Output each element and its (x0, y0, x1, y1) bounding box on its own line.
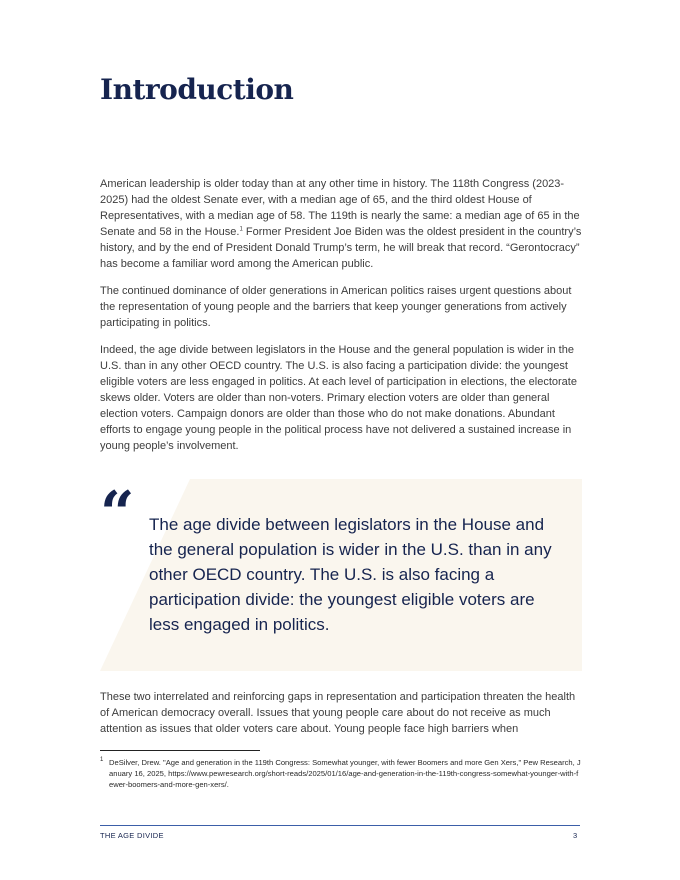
body-paragraph-1 (100, 176, 584, 272)
footnote-text: DeSilver, Drew. "Age and generation in the 119th Congress: Somewhat younger, with fewer Boomers and more Gen Xers," Pew Research, January 16, 2025, https://www.pewresearch.org/short-reads/2025/01/16/age-and-generation-in-the-119th-congress-somewhat-younger-with-fewer-boomers-and-more-gen-xers/. (109, 758, 581, 789)
footer-title: THE AGE DIVIDE (100, 831, 164, 840)
quote-mark-icon: “ (100, 479, 135, 549)
body-paragraph-2: The continued dominance of older generations in American politics raises urgent questions about the representation of young people and the barriers that keep younger generations from actively participating in politics. (100, 285, 572, 329)
footer-divider (100, 825, 580, 826)
body-paragraph-3: Indeed, the age divide between legislators in the House and the general population is wider in the U.S. than in any other OECD country. The U.S. is also facing a participation divide: the youngest eligible voters are less engaged in politics. At each level of participation in elections, the electorate skews older. Voters are older than non-voters. Primary election voters are older than general election voters. Campaign donors are older than those who do not make donations. Abundant efforts to engage young people in the political process have not delivered a sustained increase in young people’s involvement. (100, 344, 577, 452)
paragraph-1-text-b: Former President Joe Biden was the oldest president in the country’s history, and by the end of President Donald Trump’s term, he will break that record. “Gerontocracy” has become a familiar word among the American public. (100, 226, 582, 270)
paragraph-1-text-a: American leadership is older today than at any other time in history. The 118th Congress (2023-2025) had the oldest Senate ever, with a median age of 65, and the third oldest House of Representatives, with a median age of 58. The 119th is nearly the same: a median age of 65 in the Senate and 58 in the House. (100, 178, 580, 238)
footnote-number: 1 (100, 757, 104, 763)
footnote (100, 757, 582, 790)
page-title: Introduction (100, 73, 294, 106)
footnote-reference[interactable]: 1 (239, 226, 243, 233)
body-paragraph-4: These two interrelated and reinforcing gaps in representation and participation threaten the health of American democracy overall. Issues that young people care about do not receive as much attention as issues that older voters care about. Young people face high barriers when (100, 691, 576, 735)
page-number: 3 (573, 831, 578, 840)
pull-quote-text: The age divide between legislators in the House and the general population is wider in the U.S. than in any other OECD country. The U.S. is also facing a participation divide: the youngest eligible voters are less engaged in politics. (149, 515, 552, 634)
footnote-divider (100, 750, 260, 751)
